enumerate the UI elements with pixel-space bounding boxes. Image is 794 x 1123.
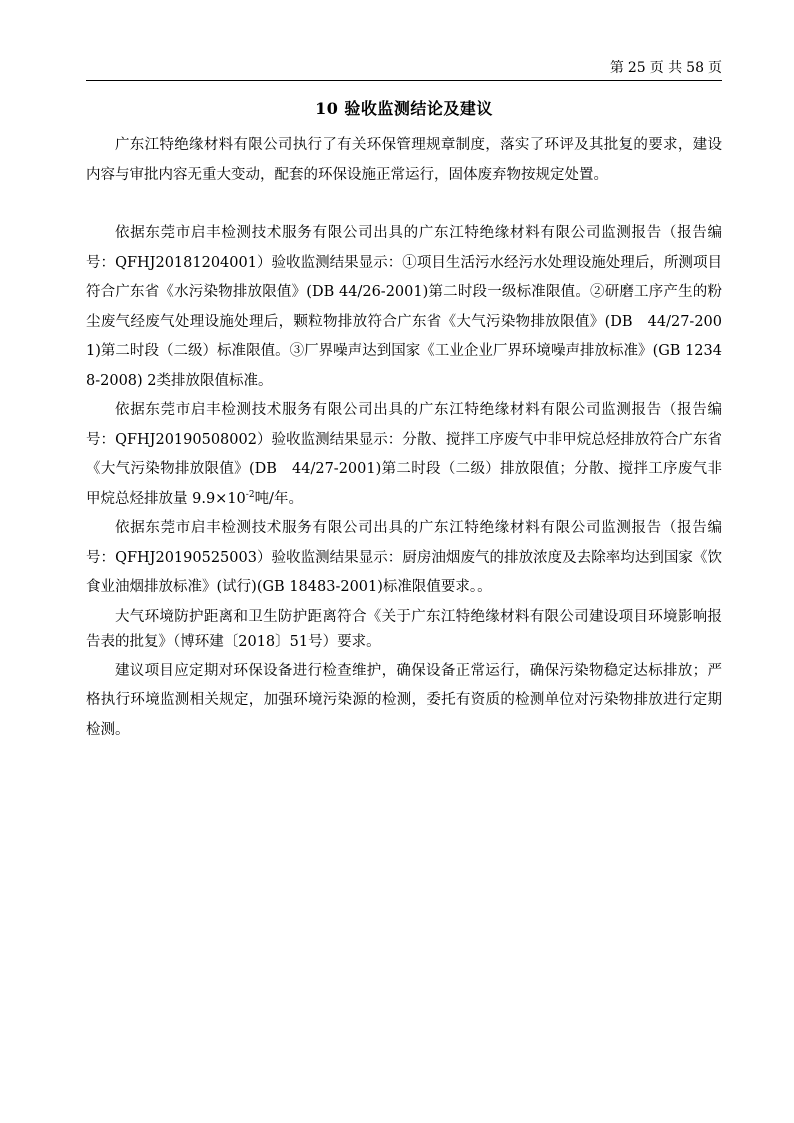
page-total: 58	[686, 60, 704, 76]
conclusion-paragraph-5: 大气环境防护距离和卫生防护距离符合《关于广东江特绝缘材料有限公司建设项目环境影响报告表的批复》（博环建〔2018〕51号）要求。	[86, 608, 722, 650]
conclusion-paragraph-3	[86, 396, 722, 514]
paragraph-3-exponent: -2	[245, 489, 255, 500]
page-header	[86, 56, 722, 81]
page-number: 25	[627, 60, 646, 76]
paragraph-3-tail: 吨/年。	[254, 490, 303, 507]
conclusion-paragraph-4: 依据东莞市启丰检测技术服务有限公司出具的广东江特绝缘材料有限公司监测报告（报告编号：QFHJ20190525003）验收监测结果显示：厨房油烟废气的排放浓度及去除率均达到国家《饮食业油烟排放标准》(试行)(GB 18483-2001)标准限值要求。。	[86, 520, 722, 595]
conclusion-paragraph-1: 广东江特绝缘材料有限公司执行了有关环保管理规章制度，落实了环评及其批复的要求，建设内容与审批内容无重大变动，配套的环保设施正常运行，固体废弃物按规定处置。	[86, 137, 722, 183]
suggestion-paragraph: 建议项目应定期对环保设备进行检查维护，确保设备正常运行，确保污染物稳定达标排放；严格执行环境监测相关规定，加强环境污染源的检测，委托有资质的检测单位对污染物排放进行定期检测。	[86, 662, 722, 738]
conclusion-paragraph-2: 依据东莞市启丰检测技术服务有限公司出具的广东江特绝缘材料有限公司监测报告（报告编号：QFHJ20181204001）验收监测结果显示：①项目生活污水经污水处理设施处理后，所测项目符合广东省《水污染物排放限值》(DB 44/26-2001)第二时段一级标准限值。②研磨工序产生的粉尘废气经废气处理设施处理后，颗粒物排放符合广东省《大气污染物排放限值》(DB 44/27-2001)第二时段（二级）标准限值。③厂界噪声达到国家《工业企业厂界环境噪声排放标准》(GB 12348-2008) 2类排放限值标准。	[86, 225, 722, 389]
section-title: 10 验收监测结论及建议	[315, 99, 493, 118]
document-body	[86, 131, 722, 745]
page-label-prefix: 第	[609, 60, 624, 76]
page-label-mid: 页 共	[649, 60, 683, 76]
paragraph-3-text: 依据东莞市启丰检测技术服务有限公司出具的广东江特绝缘材料有限公司监测报告（报告编号：QFHJ20190508002）验收监测结果显示：分散、搅拌工序废气中非甲烷总烃排放符合广东省《大气污染物排放限值》(DB 44/27-2001)第二时段（二级）排放限值；分散、搅拌工序废气非甲烷总烃排放量 9.9×10	[86, 402, 722, 507]
page-label-suffix: 页	[708, 60, 722, 76]
